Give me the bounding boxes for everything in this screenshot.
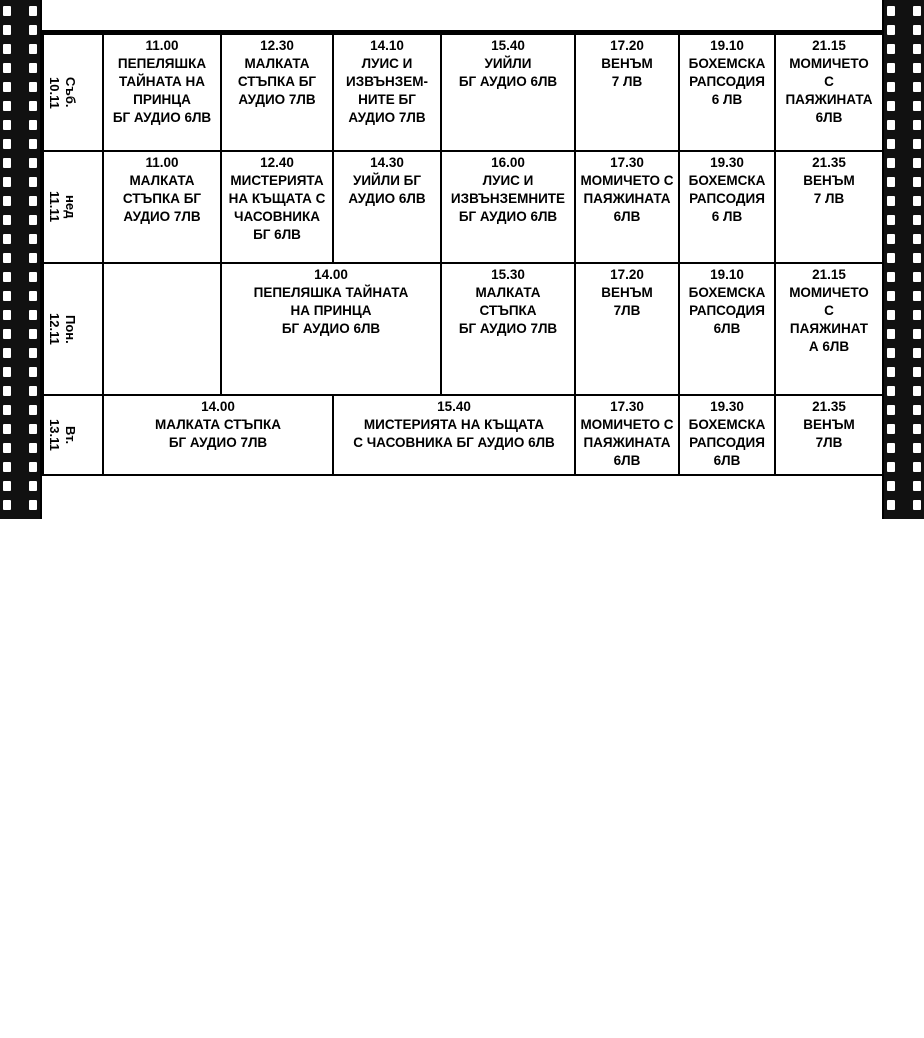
film-sprocket-hole [887, 158, 895, 168]
film-sprocket-hole [3, 367, 11, 377]
film-sprocket-hole [913, 272, 921, 282]
film-sprocket-hole [887, 405, 895, 415]
film-sprocket-hole [3, 6, 11, 16]
film-sprocket-hole [29, 500, 37, 510]
schedule-row [43, 395, 883, 475]
film-sprocket-hole [887, 462, 895, 472]
film-sprocket-hole [3, 234, 11, 244]
weekday-label: Пон. [63, 314, 78, 344]
film-sprocket-hole [913, 500, 921, 510]
film-sprocket-hole [913, 25, 921, 35]
film-sprocket-hole [913, 481, 921, 491]
day-label [46, 37, 78, 148]
film-sprocket-hole [3, 177, 11, 187]
film-sprocket-hole [3, 196, 11, 206]
film-sprocket-hole [913, 44, 921, 54]
film-sprocket-hole [29, 177, 37, 187]
film-sprocket-hole [887, 386, 895, 396]
film-sprocket-hole [887, 234, 895, 244]
film-sprocket-hole [913, 234, 921, 244]
film-sprocket-hole [29, 25, 37, 35]
film-sprocket-hole [29, 139, 37, 149]
date-label: 13.11 [47, 419, 62, 451]
film-sprocket-hole [3, 63, 11, 73]
screening-cell: 14.00 МАЛКАТА СТЪПКА БГ АУДИО 7ЛВ [103, 395, 333, 475]
film-sprocket-hole [887, 6, 895, 16]
film-sprocket-hole [3, 462, 11, 472]
film-sprocket-hole [887, 329, 895, 339]
film-sprocket-hole [29, 405, 37, 415]
film-sprocket-hole [887, 253, 895, 263]
film-sprocket-hole [913, 462, 921, 472]
film-sprocket-hole [3, 272, 11, 282]
film-sprocket-hole [887, 481, 895, 491]
film-sprocket-hole [29, 348, 37, 358]
schedule-row [43, 151, 883, 263]
film-sprocket-hole [887, 500, 895, 510]
empty-cell [103, 263, 221, 395]
screening-cell: 19.30 БОХЕМСКА РАПСОДИЯ 6 ЛВ [679, 151, 775, 263]
film-sprocket-hole [29, 310, 37, 320]
film-sprocket-hole [3, 481, 11, 491]
film-sprocket-hole [29, 101, 37, 111]
day-cell [43, 263, 103, 395]
film-sprocket-hole [29, 158, 37, 168]
film-sprocket-hole [3, 291, 11, 301]
film-sprocket-hole [3, 158, 11, 168]
film-sprocket-hole [3, 329, 11, 339]
screening-cell: 14.30 УИЙЛИ БГ АУДИО 6ЛВ [333, 151, 441, 263]
film-sprocket-hole [887, 177, 895, 187]
film-sprocket-hole [29, 120, 37, 130]
screening-cell: 19.10 БОХЕМСКА РАПСОДИЯ 6 ЛВ [679, 34, 775, 151]
film-sprocket-hole [887, 348, 895, 358]
film-sprocket-hole [887, 310, 895, 320]
film-sprocket-hole [29, 424, 37, 434]
film-sprocket-hole [29, 6, 37, 16]
film-sprocket-hole [913, 424, 921, 434]
screening-cell: 17.20 ВЕНЪМ 7 ЛВ [575, 34, 679, 151]
screening-cell: 15.40 УИЙЛИ БГ АУДИО 6ЛВ [441, 34, 575, 151]
film-strip-left [0, 0, 40, 519]
film-sprocket-hole [913, 367, 921, 377]
screening-cell: 11.00 ПЕПЕЛЯШКА ТАЙНАТА НА ПРИНЦА БГ АУДИО 6ЛВ [103, 34, 221, 151]
screening-cell: 14.10 ЛУИС И ИЗВЪНЗЕМ- НИТЕ БГ АУДИО 7ЛВ [333, 34, 441, 151]
film-sprocket-hole [29, 329, 37, 339]
screening-cell: 11.00 МАЛКАТА СТЪПКА БГ АУДИО 7ЛВ [103, 151, 221, 263]
day-label [46, 398, 78, 472]
film-sprocket-hole [3, 443, 11, 453]
date-label: 12.11 [47, 313, 62, 345]
film-sprocket-hole [3, 82, 11, 92]
film-sprocket-hole [29, 196, 37, 206]
film-sprocket-hole [29, 443, 37, 453]
film-sprocket-hole [913, 253, 921, 263]
screening-cell: 17.30 МОМИЧЕТО С ПАЯЖИНАТА 6ЛВ [575, 395, 679, 475]
schedule-row [43, 263, 883, 395]
film-sprocket-hole [913, 291, 921, 301]
film-sprocket-hole [29, 44, 37, 54]
film-sprocket-hole [887, 44, 895, 54]
screening-cell: 21.15 МОМИЧЕТО С ПАЯЖИНАТА 6ЛВ [775, 34, 883, 151]
film-sprocket-hole [887, 82, 895, 92]
film-sprocket-hole [887, 291, 895, 301]
date-label: 11.11 [47, 191, 62, 223]
film-sprocket-hole [29, 291, 37, 301]
film-sprocket-hole [887, 215, 895, 225]
film-sprocket-hole [29, 63, 37, 73]
film-sprocket-hole [913, 101, 921, 111]
film-sprocket-hole [3, 386, 11, 396]
weekday-label: нед [63, 195, 78, 219]
film-sprocket-hole [29, 481, 37, 491]
day-cell [43, 34, 103, 151]
film-sprocket-hole [913, 63, 921, 73]
film-sprocket-hole [3, 424, 11, 434]
film-sprocket-hole [887, 424, 895, 434]
film-sprocket-hole [887, 367, 895, 377]
film-sprocket-hole [3, 120, 11, 130]
screening-cell: 19.10 БОХЕМСКА РАПСОДИЯ 6ЛВ [679, 263, 775, 395]
day-label [46, 266, 78, 392]
cinema-schedule-table [42, 33, 884, 476]
bottom-rule [42, 474, 882, 476]
film-sprocket-hole [29, 234, 37, 244]
film-sprocket-hole [3, 101, 11, 111]
screening-cell: 17.30 МОМИЧЕТО С ПАЯЖИНАТА 6ЛВ [575, 151, 679, 263]
day-cell [43, 395, 103, 475]
film-sprocket-hole [887, 139, 895, 149]
film-sprocket-hole [887, 443, 895, 453]
screening-cell: 15.30 МАЛКАТА СТЪПКА БГ АУДИО 7ЛВ [441, 263, 575, 395]
film-sprocket-hole [3, 348, 11, 358]
screening-cell: 14.00 ПЕПЕЛЯШКА ТАЙНАТА НА ПРИНЦА БГ АУДИО 6ЛВ [221, 263, 441, 395]
film-sprocket-hole [913, 6, 921, 16]
film-sprocket-hole [913, 443, 921, 453]
date-label: 10.11 [47, 76, 62, 109]
film-sprocket-hole [913, 329, 921, 339]
screening-cell: 21.15 МОМИЧЕТО С ПАЯЖИНАТ А 6ЛВ [775, 263, 883, 395]
film-sprocket-hole [887, 63, 895, 73]
screening-cell: 21.35 ВЕНЪМ 7 ЛВ [775, 151, 883, 263]
film-sprocket-hole [913, 310, 921, 320]
screening-cell: 21.35 ВЕНЪМ 7ЛВ [775, 395, 883, 475]
film-sprocket-hole [913, 120, 921, 130]
screening-cell: 17.20 ВЕНЪМ 7ЛВ [575, 263, 679, 395]
film-sprocket-hole [913, 196, 921, 206]
film-sprocket-hole [887, 101, 895, 111]
film-sprocket-hole [29, 367, 37, 377]
screening-cell: 16.00 ЛУИС И ИЗВЪНЗЕМНИТЕ БГ АУДИО 6ЛВ [441, 151, 575, 263]
film-sprocket-hole [29, 386, 37, 396]
film-sprocket-hole [913, 348, 921, 358]
film-sprocket-hole [913, 82, 921, 92]
film-sprocket-hole [29, 272, 37, 282]
day-label [46, 154, 78, 260]
film-sprocket-hole [29, 462, 37, 472]
film-sprocket-hole [3, 25, 11, 35]
screening-cell: 19.30 БОХЕМСКА РАПСОДИЯ 6ЛВ [679, 395, 775, 475]
film-sprocket-hole [3, 310, 11, 320]
film-sprocket-hole [913, 215, 921, 225]
film-sprocket-hole [913, 177, 921, 187]
film-sprocket-hole [29, 82, 37, 92]
film-sprocket-hole [3, 253, 11, 263]
film-strip-right [884, 0, 924, 519]
film-sprocket-hole [887, 272, 895, 282]
film-sprocket-hole [29, 253, 37, 263]
film-sprocket-hole [29, 215, 37, 225]
screening-cell: 12.40 МИСТЕРИЯТА НА КЪЩАТА С ЧАСОВНИКА БГ 6ЛВ [221, 151, 333, 263]
film-sprocket-hole [913, 139, 921, 149]
film-sprocket-hole [887, 120, 895, 130]
day-cell [43, 151, 103, 263]
screening-cell: 15.40 МИСТЕРИЯТА НА КЪЩАТА С ЧАСОВНИКА БГ АУДИО 6ЛВ [333, 395, 575, 475]
film-sprocket-hole [913, 158, 921, 168]
film-sprocket-hole [913, 405, 921, 415]
weekday-label: Вт. [63, 425, 78, 445]
weekday-label: Съб. [63, 77, 78, 108]
film-sprocket-hole [3, 500, 11, 510]
film-sprocket-hole [3, 44, 11, 54]
film-sprocket-hole [3, 215, 11, 225]
film-sprocket-hole [913, 386, 921, 396]
film-sprocket-hole [3, 139, 11, 149]
schedule-row [43, 34, 883, 151]
film-sprocket-hole [887, 196, 895, 206]
screening-cell: 12.30 МАЛКАТА СТЪПКА БГ АУДИО 7ЛВ [221, 34, 333, 151]
film-sprocket-hole [3, 405, 11, 415]
film-sprocket-hole [887, 25, 895, 35]
